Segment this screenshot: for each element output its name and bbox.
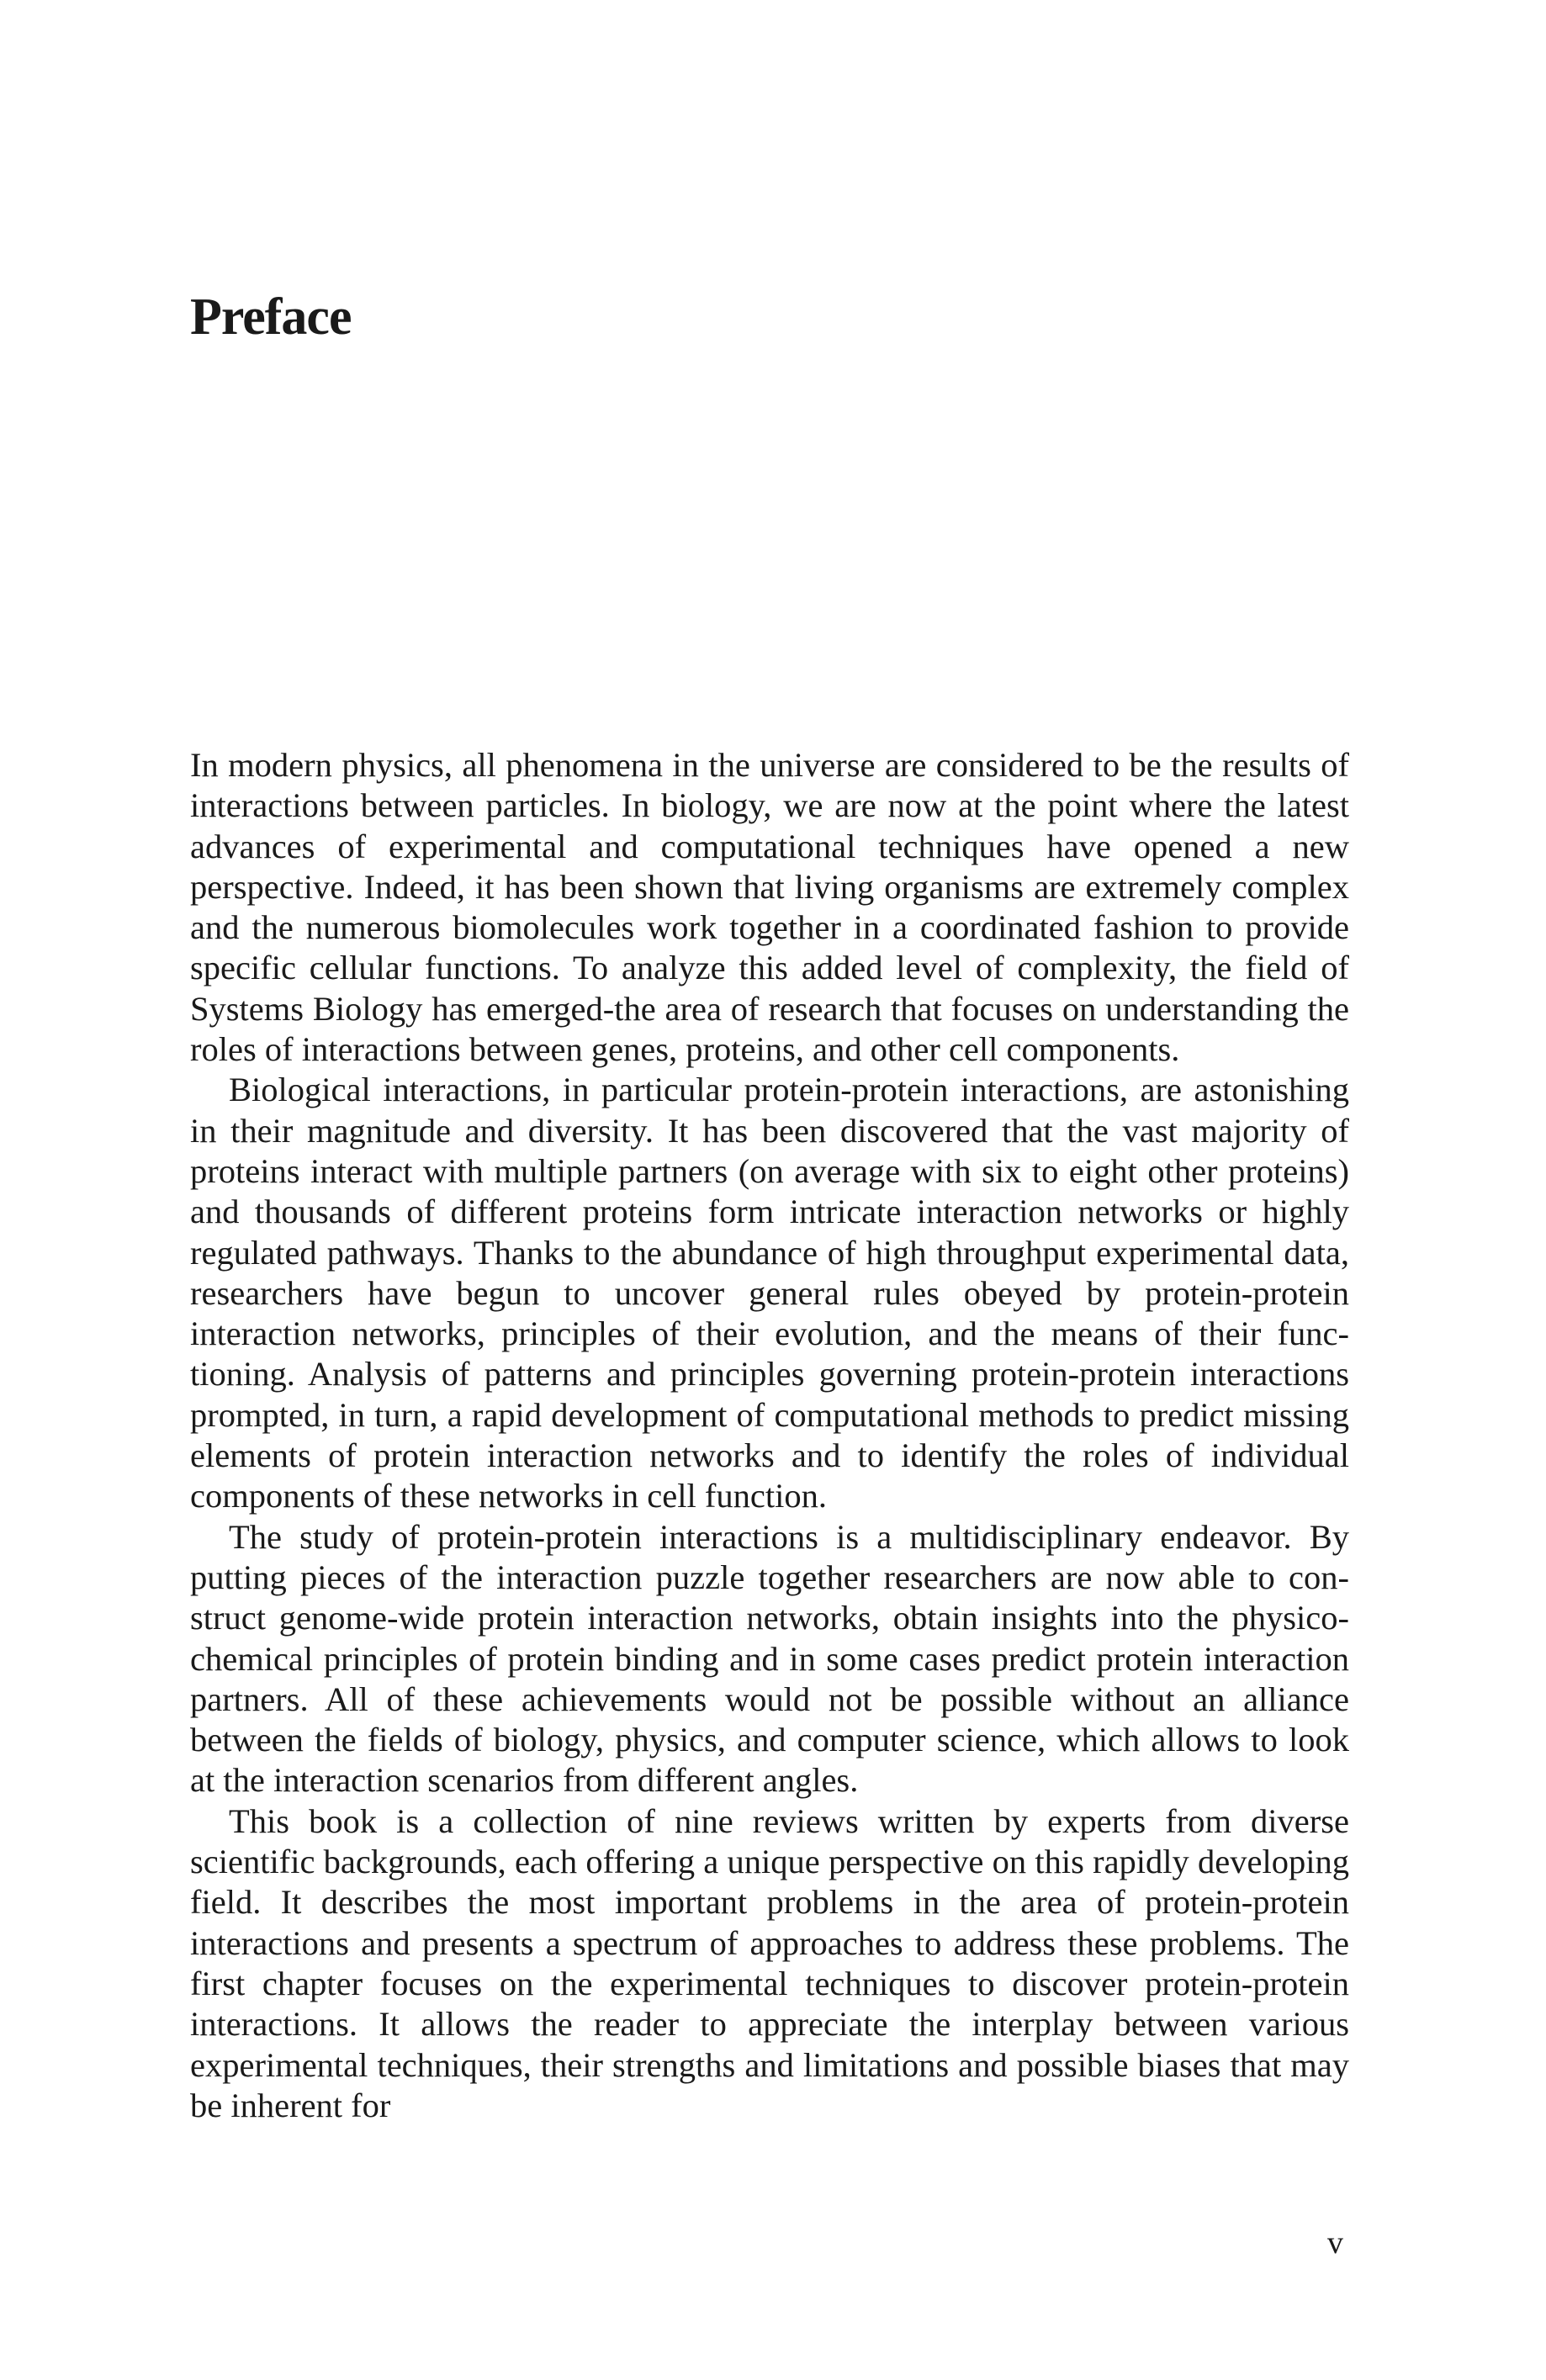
page-number: v [1327, 2225, 1343, 2261]
paragraph-3: The study of protein-protein interactions is a multidisciplinary endeavor. By putting pieces of the interaction puzzle together researchers are now able to construct genome-wide protein interaction networks, obtain insights into the physicochemical principles of protein binding and in some cases predict protein interaction partners. All of these achievements would not be possible without an alliance between the fields of biology, physics, and computer science, which allows to look at the interaction scenarios from different angles. [190, 1517, 1349, 1800]
paragraph-1: In modern physics, all phenomena in the universe are considered to be the results of interactions between particles. In biology, we are now at the point where the latest advances of experimental and computational techniques have opened a new perspective. Indeed, it has been shown that living organisms are extremely complex and the numerous biomolecules work together in a coordinated fashion to provide specific cellular functions. To analyze this added level of complexity, the field of Systems Biology has emerged-the area of research that focuses on understanding the roles of interactions between genes, proteins, and other cell components. [190, 746, 1349, 1069]
paragraph-2: Biological interactions, in particular protein-protein interactions, are astonishing in their magnitude and diversity. It has been discovered that the vast majority of proteins interact with multiple partners (on average with six to eight other proteins) and thousands of different proteins form intricate interaction networks or highly regulated pathways. Thanks to the abundance of high throughput experimental data, researchers have begun to uncover general rules obeyed by protein-protein interaction networks, principles of their evolution, and the means of their functioning. Analysis of patterns and principles governing protein-protein interactions prompted, in turn, a rapid development of computational methods to predict missing elements of protein interaction networks and to identify the roles of individual components of these networks in cell function. [190, 1071, 1349, 1515]
preface-body [190, 745, 1349, 2126]
chapter-title: Preface [190, 288, 352, 346]
paragraph-4: This book is a collection of nine reviews written by experts from diverse scientific backgrounds, each offering a unique perspective on this rapidly developing field. It describes the most important problems in the area of protein-protein interactions and presents a spectrum of approaches to address these problems. The first chapter focuses on the experimental techniques to discover protein-protein interactions. It allows the reader to appreciate the interplay between various experimental techniques, their strengths and limitations and possible biases that may be inherent for [190, 1801, 1349, 2124]
